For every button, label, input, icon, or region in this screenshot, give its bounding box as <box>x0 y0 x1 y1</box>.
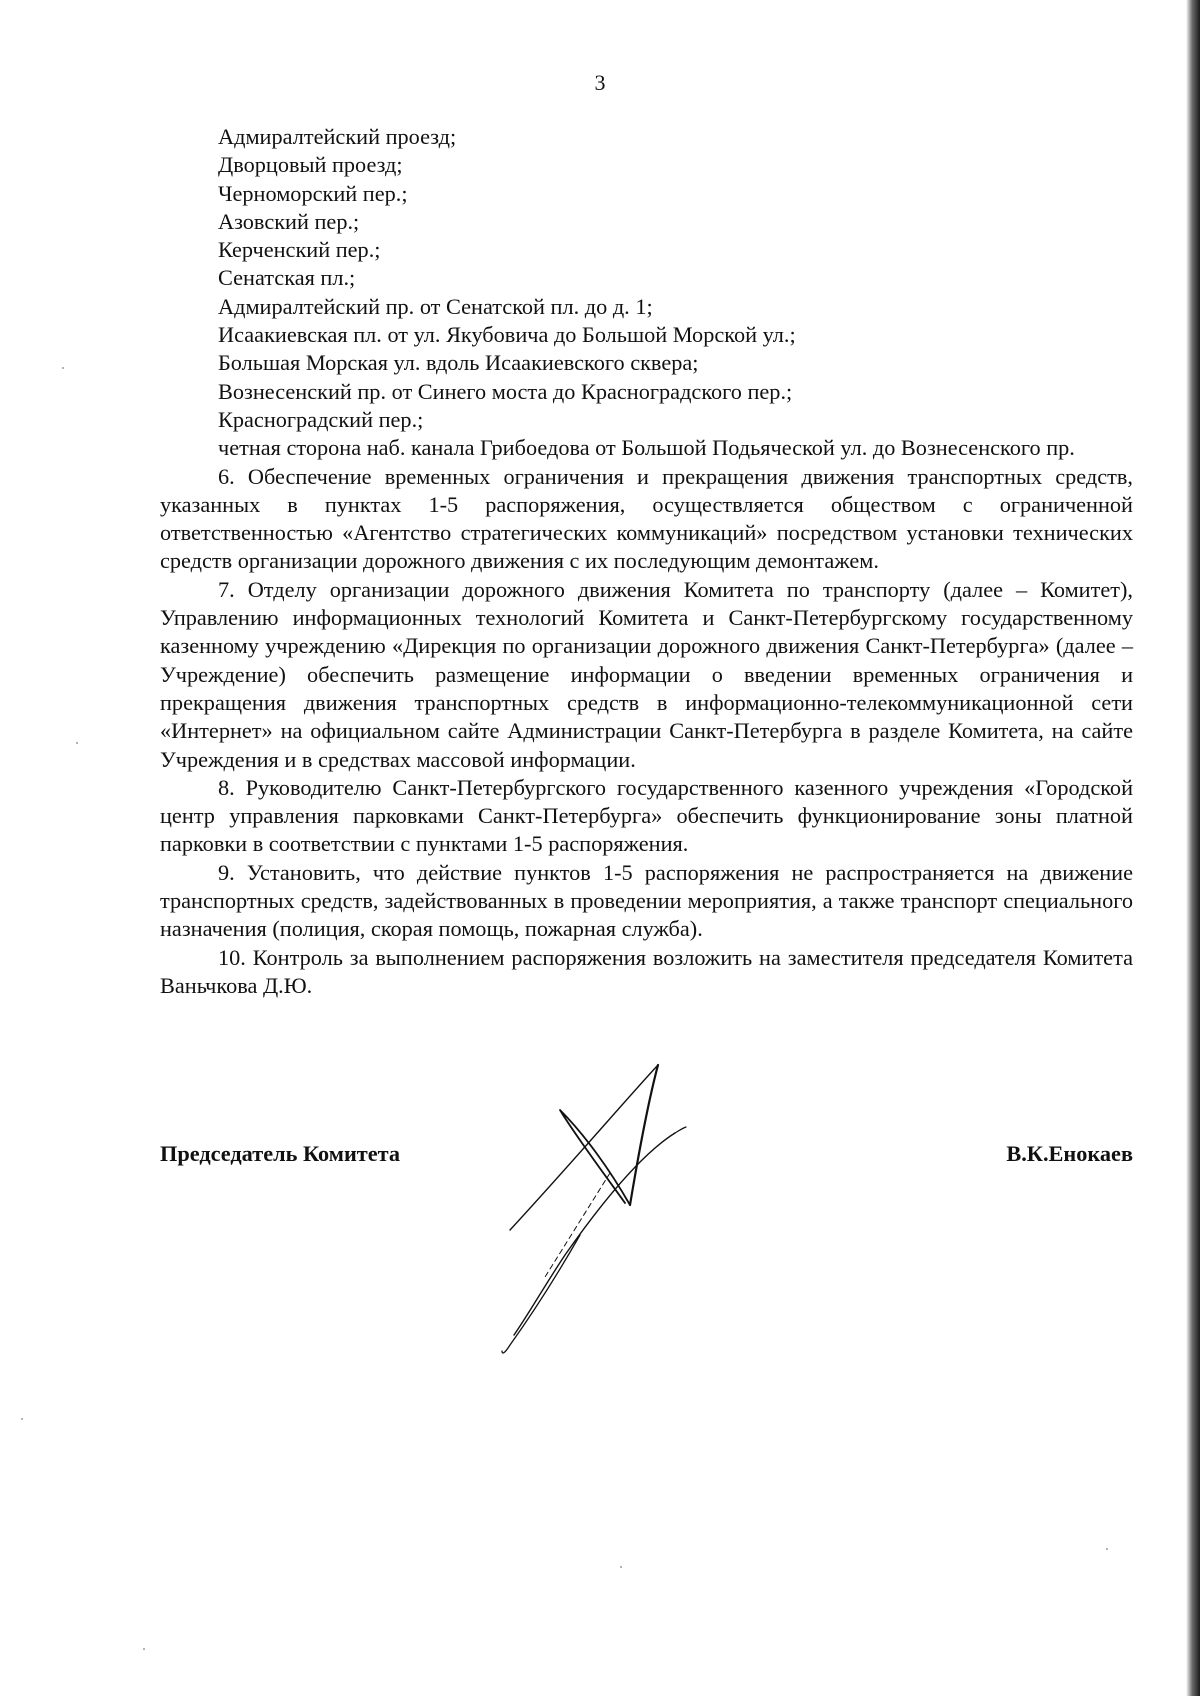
scan-speck <box>620 1566 622 1568</box>
scan-speck <box>76 742 78 744</box>
paragraph-embankment: четная сторона наб. канала Грибоедова от Большой Подьяческой ул. до Вознесенского пр. <box>218 435 1075 461</box>
list-item: Азовский пер.; <box>218 208 360 234</box>
signatory-title: Председатель Комитета <box>160 1141 401 1166</box>
scan-speck <box>143 1648 145 1650</box>
scan-speck <box>62 367 64 369</box>
document-body <box>160 123 1133 1000</box>
paragraph-7: 7. Отделу организации дорожного движения Комитета по транспорту (далее – Комитет), Управлению информационных технологий Комитета и Санкт-Петербургскому государственному казенному учреждению «Дирекция по организации дорожного движения Санкт-Петербурга» (далее – Учреждение) обеспечить размещение информации о введении временных ограничения и прекращения движения транспортных средств в информационно-телекоммуникационной сети «Интернет» на официальном сайте Администрации Санкт-Петербурга в разделе Комитета, на сайте Учреждения и в средствах массовой информации. <box>160 576 1133 772</box>
list-item: Сенатская пл.; <box>218 265 356 291</box>
paragraph-6: 6. Обеспечение временных ограничения и прекращения движения транспортных средств, указанных в пунктах 1-5 распоряжения, осуществляется обществом с ограниченной ответственностью «Агентство стратегических коммуникаций» посредством установки технических средств организации дорожного движения с их последующим демонтажем. <box>160 463 1133 574</box>
scan-edge-shadow <box>1186 0 1200 1696</box>
list-item: Керченский пер.; <box>218 237 381 263</box>
list-item: Исаакиевская пл. от ул. Якубовича до Большой Морской ул.; <box>218 322 796 348</box>
list-item: Большая Морская ул. вдоль Исаакиевского сквера; <box>218 350 699 376</box>
list-item: Черноморский пер.; <box>218 180 408 206</box>
list-item: Вознесенский пр. от Синего моста до Красноградского пер.; <box>218 378 793 404</box>
paragraph-8: 8. Руководителю Санкт-Петербургского государственного казенного учреждения «Городской центр управления парковками Санкт-Петербурга» обеспечить функционирование зоны платной парковки в соответствии с пунктами 1-5 распоряжения. <box>160 774 1133 857</box>
signatory-name: В.К.Енокаев <box>1006 1141 1133 1166</box>
list-item: Дворцовый проезд; <box>218 152 403 178</box>
list-item: Адмиралтейский пр. от Сенатской пл. до д. 1; <box>218 293 653 319</box>
paragraph-9: 9. Установить, что действие пунктов 1-5 распоряжения не распространяется на движение транспортных средств, задействованных в проведении мероприятия, а также транспорт специального назначения (полиция, скорая помощь, пожарная служба). <box>160 859 1133 942</box>
list-item: Адмиралтейский проезд; <box>218 124 457 149</box>
paragraph-10: 10. Контроль за выполнением распоряжения возложить на заместителя председателя Комитета Ваньчкова Д.Ю. <box>160 944 1133 998</box>
handwritten-signature <box>490 1055 820 1405</box>
scan-speck <box>1106 1548 1108 1550</box>
list-item: Красноградский пер.; <box>218 406 424 432</box>
page-number: 3 <box>594 70 606 95</box>
scan-speck <box>21 1418 23 1420</box>
